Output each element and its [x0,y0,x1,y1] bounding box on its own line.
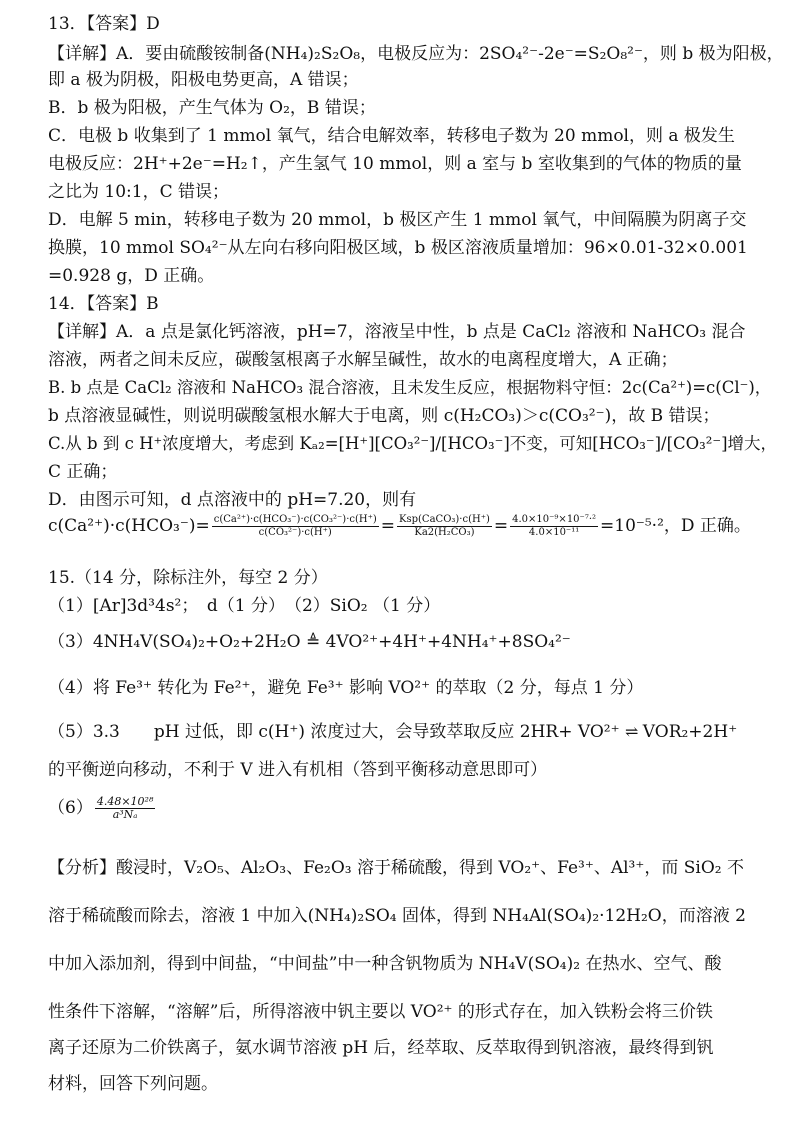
equals-sign: = [380,516,396,536]
q13-detail-line: D．电解 5 min，转移电子数为 20 mmol，b 极区产生 1 mmol 氧气，中间隔膜为阴离子交 [48,210,747,230]
equilibrium-arrow-icon: ⇌ [624,722,638,741]
equation-lhs: c(Ca²⁺)·c(HCO₃⁻)= [48,516,210,536]
q13-detail-line: B．b 极为阳极，产生气体为 O₂，B 错误； [48,98,376,118]
q15-answer-6 [48,796,157,821]
q14-detail-line: C 正确； [48,462,118,482]
q14-detail-line: 【详解】A．a 点是氯化钙溶液，pH=7，溶液呈中性，b 点是 CaCl₂ 溶液和 NaHCO₃ 混合 [48,322,746,342]
fraction [397,514,492,539]
q14-equation [48,514,751,539]
q15-answer-3: （3）4NH₄V(SO₄)₂+O₂+2H₂O ≜ 4VO²⁺+4H⁺+4NH₄⁺+8SO₄²⁻ [48,632,571,652]
answer-5-text: （5）3.3 pH 过低，即 c(H⁺) 浓度过大，会导致萃取反应 2HR+ VO²⁺ [48,722,620,742]
q13-detail-line: C．电极 b 收集到了 1 mmol 氧气，结合电解效率，转移电子数为 20 mmol，则 a 极发生 [48,126,735,146]
q13-detail-line: =0.928 g，D 正确。 [48,266,215,286]
answer-6-label: （6） [48,798,93,818]
q14-detail-line: 溶液，两者之间未反应，碳酸氢根离子水解呈碱性，故水的电离程度增大，A 正确； [48,350,678,370]
answer-5-product: VOR₂+2H⁺ [642,722,738,742]
fraction-numerator: 4.0×10⁻⁹×10⁻⁷·² [512,514,597,525]
q15-answer-5 [48,720,737,744]
q13-detail-line: 【详解】A．要由硫酸铵制备(NH₄)₂S₂O₈，电极反应为：2SO₄²⁻-2e⁻=S₂O₈²⁻，则 b 极为阳极， [48,44,784,64]
analysis-line: 中加入添加剂，得到中间盐，“中间盐”中一种含钒物质为 NH₄V(SO₄)₂ 在热水、空气、酸 [48,954,722,974]
fraction-denominator: 4.0×10⁻¹¹ [528,527,580,538]
analysis-line: 离子还原为二价铁离子，氨水调节溶液 pH 后，经萃取、反萃取得到钒溶液，最终得到钒 [48,1038,714,1058]
q15-answer-4: （4）将 Fe³⁺ 转化为 Fe²⁺，避免 Fe³⁺ 影响 VO²⁺ 的萃取（2 分，每点 1 分） [48,678,644,698]
q15-header: 15.（14 分，除标注外，每空 2 分） [48,568,328,588]
fraction [95,796,156,821]
q15-answer-5-cont: 的平衡逆向移动，不利于 V 进入有机相（答到平衡移动意思即可） [48,760,548,780]
analysis-line: 【分析】酸浸时，V₂O₅、Al₂O₃、Fe₂O₃ 溶于稀硫酸，得到 VO₂⁺、Fe³⁺、Al³⁺，而 SiO₂ 不 [48,858,744,878]
q14-detail-line: B. b 点是 CaCl₂ 溶液和 NaHCO₃ 混合溶液，且未发生反应，根据物料守恒：2c(Ca²⁺)=c(Cl⁻)， [48,378,772,397]
q13-answer: 13．【答案】D [48,14,160,34]
fraction [510,514,598,539]
analysis-line: 材料，回答下列问题。 [48,1074,218,1094]
equation-result: =10⁻⁵·²，D 正确。 [600,516,751,536]
fraction [212,514,379,539]
fraction-denominator: a³Nₐ [112,808,138,821]
q14-detail-line: C.从 b 到 c H⁺浓度增大，考虑到 Kₐ₂=[H⁺][CO₃²⁻]/[HCO₃⁻]不变，可知[HCO₃⁻]/[CO₃²⁻]增大， [48,434,778,453]
q13-detail-line: 之比为 10:1，C 错误； [48,182,229,202]
fraction-numerator: c(Ca²⁺)·c(HCO₃⁻)·c(CO₃²⁻)·c(H⁺) [213,514,377,525]
fraction-denominator: Ka2(H₂CO₃) [414,527,475,538]
fraction-numerator: 4.48×10²⁸ [96,795,154,808]
analysis-line: 溶于稀硫酸而除去，溶液 1 中加入(NH₄)₂SO₄ 固体，得到 NH₄Al(SO₄)₂·12H₂O，而溶液 2 [48,906,746,926]
q14-detail-line: b 点溶液显碱性，则说明碳酸氢根水解大于电离，则 c(H₂CO₃)＞c(CO₃²⁻)，故 B 错误； [48,406,720,426]
fraction-denominator: c(CO₃²⁻)·c(H⁺) [258,527,332,538]
q13-detail-line: 换膜，10 mmol SO₄²⁻从左向右移向阳极区域，b 极区溶液质量增加：96×0.01-32×0.001 [48,238,748,258]
fraction-numerator: Ksp(CaCO₃)·c(H⁺) [399,514,490,525]
analysis-line: 性条件下溶解，“溶解”后，所得溶液中钒主要以 VO²⁺ 的形式存在，加入铁粉会将三价铁 [48,1002,713,1022]
q14-detail-line: D．由图示可知，d 点溶液中的 pH=7.20，则有 [48,490,417,510]
q13-detail-line: 电极反应：2H⁺+2e⁻=H₂↑，产生氢气 10 mmol，则 a 室与 b 室收集到的气体的物质的量 [48,154,742,174]
q14-answer: 14．【答案】B [48,294,159,314]
q13-detail-line: 即 a 极为阴极，阳极电势更高，A 错误； [48,70,359,90]
q15-answer-1-2: （1）[Ar]3d³4s²； d（1 分） （2）SiO₂ （1 分） [48,596,441,616]
equals-sign: = [493,516,509,536]
